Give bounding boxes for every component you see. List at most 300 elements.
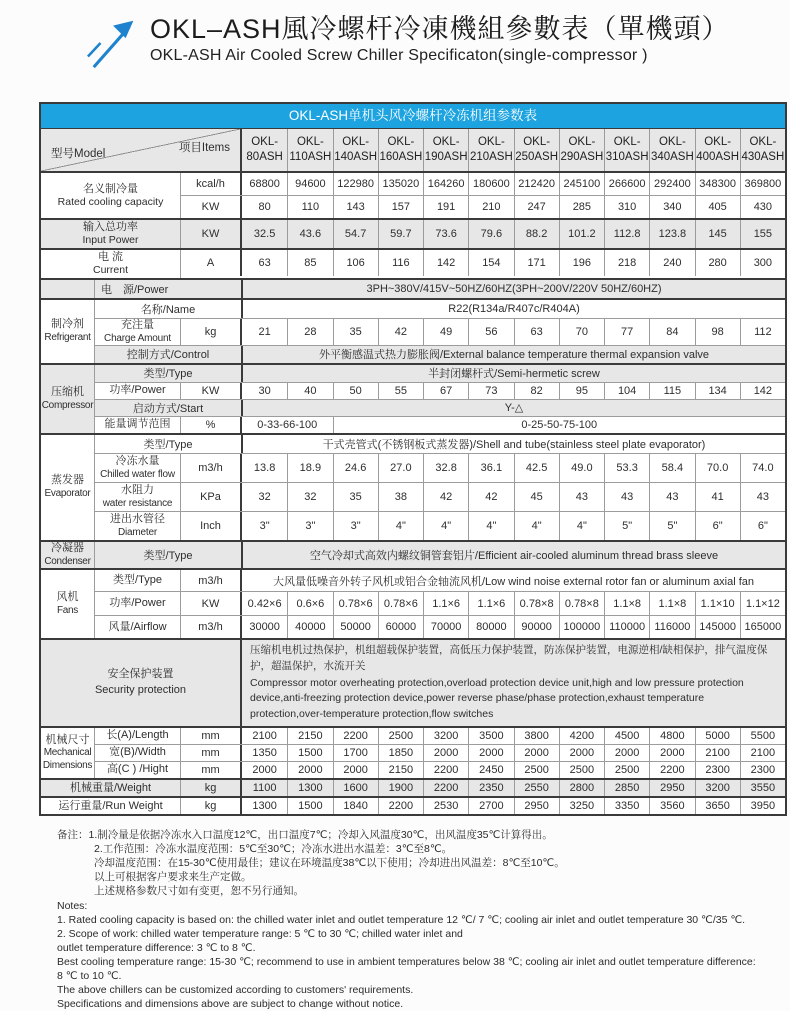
value-cell: 2150 [287, 728, 332, 744]
value-cell: 101.2 [559, 220, 604, 248]
value-cell: 1.1×6 [423, 592, 468, 615]
value-cell: 4" [514, 512, 559, 540]
note-line: The above chillers can be customized according to customers' requirements. [57, 983, 414, 996]
value-cell: 157 [378, 196, 423, 218]
value-cell: 100000 [559, 616, 604, 638]
condenser-type-label: 类型/Type [95, 542, 243, 568]
value-cell: 2300 [695, 762, 740, 778]
note-line: outlet temperature difference: 3 ℃ to 8 ℃. [57, 941, 256, 954]
value-cell: 310 [604, 196, 649, 218]
value-cell: 280 [695, 250, 740, 276]
value-cell: 171 [514, 250, 559, 276]
corner-items-label: 项目Items [178, 142, 230, 154]
fan-type-label: 类型/Type [95, 570, 181, 591]
value-cell: 292400 [649, 173, 694, 195]
value-cell: 0.78×8 [559, 592, 604, 615]
value-cell: 285 [559, 196, 604, 218]
evaporator-type-value: 干式壳管式(不锈钢板式蒸发器)/Shell and tube(stainless steel plate evaporator) [322, 438, 706, 451]
value-cell: 110000 [604, 616, 649, 638]
note-line: 冷却温度范围：在15-30℃使用最佳；建议在环境温度38℃以下使用；冷却进出风温差：8℃至10℃。 [94, 856, 565, 869]
model-header-cell: OKL- 110ASH [287, 129, 332, 171]
value-cell: 2800 [559, 780, 604, 796]
control-label: 控制方式/Control [95, 346, 243, 363]
value-cell: 85 [287, 250, 332, 276]
fan-power-label: 功率/Power [95, 592, 181, 615]
value-cell: 1840 [333, 798, 378, 814]
value-cell: 82 [514, 383, 559, 399]
security-text-en: Compressor motor overheating protection,overload protection device unit,high and low pressure protection device,anti-freezing protection device,power reverse phase/phase protection,exhaust temperature protection,over-temperature protection,flow switches [250, 676, 744, 721]
value-cell: 45 [514, 483, 559, 511]
length-label: 长(A)/Length [95, 728, 181, 744]
value-cell: 43 [649, 483, 694, 511]
model-header-cell: OKL- 430ASH [740, 129, 785, 171]
value-cell: 43 [604, 483, 649, 511]
notes-en [57, 899, 757, 1011]
value-cell: 0.78×8 [514, 592, 559, 615]
value-cell: 32.5 [253, 228, 276, 240]
unit-cell: KW [181, 220, 242, 248]
value-cell: 53.3 [604, 454, 649, 482]
page-header [0, 0, 790, 88]
unit-cell: mm [181, 762, 242, 778]
value-cell: 2000 [559, 745, 604, 761]
section-cooling-capacity [41, 171, 785, 218]
unit-cell: mm [181, 728, 242, 744]
row-refrigerant-name [95, 300, 785, 318]
value-cell: 73 [468, 383, 513, 399]
current-label: 电 流 Current [41, 250, 181, 278]
value-cell: 1.1×12 [740, 592, 785, 615]
value-cell: 0.78×6 [378, 592, 423, 615]
condenser-type-value: 空气冷却式高效内螺纹铜管套铝片/Efficient air-cooled aluminum thread brass sleeve [309, 549, 719, 562]
row-fan-type [95, 570, 785, 591]
compressor-type-label: 类型/Type [95, 365, 243, 382]
weight-label: 机械重量/Weight [41, 780, 181, 796]
start-label: 启动方式/Start [95, 400, 243, 416]
value-cell: 32 [258, 490, 271, 503]
value-cell: 80000 [468, 616, 513, 638]
value-cell: 1700 [333, 745, 378, 761]
value-cell: 154 [468, 250, 513, 276]
power-supply-label: 电 源/Power [95, 280, 243, 298]
section-run-weight [41, 796, 785, 814]
row-cooling-kcal [181, 173, 785, 195]
value-cell: 49.0 [559, 454, 604, 482]
model-header-cell: OKL- 160ASH [378, 129, 423, 171]
section-current [41, 248, 785, 278]
value-cell: 115 [649, 383, 694, 399]
value-cell: 55 [378, 383, 423, 399]
value-cell: 1.1×8 [649, 592, 694, 615]
flow-label: 冷冻水量 Chilled water flow [95, 454, 181, 482]
value-cell: 24.6 [333, 454, 378, 482]
value-cell: 104 [604, 383, 649, 399]
row-height [95, 761, 785, 778]
row-current [181, 250, 785, 276]
value-cell: 0.6×6 [287, 592, 332, 615]
row-run-weight [181, 798, 785, 814]
security-label: 安全保护装置 Security protection [41, 640, 242, 726]
value-cell: 5500 [740, 728, 785, 744]
value-cell: 4200 [559, 728, 604, 744]
value-cell: 1850 [378, 745, 423, 761]
value-cell: 6" [740, 512, 785, 540]
value-cell: 3200 [423, 728, 468, 744]
diameter-label: 进出水管径 Diameter [95, 512, 181, 540]
value-cell: 18.9 [287, 454, 332, 482]
unit-cell: % [181, 417, 242, 433]
row-width [95, 744, 785, 761]
evaporator-category: 蒸发器 Evaporator [41, 435, 95, 540]
value-cell: 2530 [423, 798, 468, 814]
value-cell: 405 [695, 196, 740, 218]
notes-zh [57, 828, 757, 898]
value-cell: 142 [740, 383, 785, 399]
value-cell: 74.0 [740, 454, 785, 482]
notes [57, 828, 757, 1011]
value-cell: 1600 [333, 780, 378, 796]
value-cell: 4" [423, 512, 468, 540]
value-cell: 2100 [695, 745, 740, 761]
model-cells [242, 129, 785, 171]
width-label: 宽(B)/Width [95, 745, 181, 761]
energy-label: 能量调节范围 [95, 417, 181, 433]
row-pipe-diameter [95, 511, 785, 540]
value-cell: 196 [559, 250, 604, 276]
value-cell: 43.6 [287, 220, 332, 248]
note-line: Specifications and dimensions above are subject to change without notice. [57, 997, 404, 1010]
value-cell: 32.8 [423, 454, 468, 482]
section-weight [41, 778, 785, 796]
value-cell: 50 [333, 383, 378, 399]
value-cell: 98 [695, 319, 740, 345]
resistance-label: 水阻力 water resistance [95, 483, 181, 511]
value-cell: 50000 [333, 616, 378, 638]
value-cell: 40 [287, 383, 332, 399]
note-line: 备注：1.制冷量是依据冷冻水入口温度12℃，出口温度7℃；冷却入风温度30℃，出风温度35℃计算得出。 [57, 828, 553, 841]
value-cell: 2000 [287, 762, 332, 778]
condenser-category: 冷凝器 Condenser [41, 542, 95, 568]
value-cell: 1500 [287, 745, 332, 761]
unit-cell: kg [181, 798, 242, 814]
unit-cell: kg [181, 319, 242, 345]
value-cell: 3" [287, 512, 332, 540]
value-cell: 2200 [423, 780, 468, 796]
value-cell: 1300 [252, 799, 277, 812]
section-compressor [41, 363, 785, 433]
page-title-zh: OKL–ASH風冷螺杆冷凍機組參數表（單機頭） [150, 14, 730, 44]
value-cell: 70.0 [695, 454, 740, 482]
run-weight-label: 运行重量/Run Weight [41, 798, 181, 814]
compressor-type-value: 半封闭螺杆式/Semi-hermetic screw [428, 368, 600, 381]
value-cell: 430 [740, 196, 785, 218]
value-cell: 245100 [559, 173, 604, 195]
note-line: 上述规格参数尺寸如有变更，恕不另行通知。 [94, 884, 304, 897]
value-cell: 2500 [604, 762, 649, 778]
value-cell: 145000 [695, 616, 740, 638]
value-cell: 35 [333, 319, 378, 345]
value-cell: 80 [258, 201, 271, 213]
charge-label: 充注量 Charge Amount [95, 319, 181, 345]
value-cell: 88.2 [514, 220, 559, 248]
energy-range-2: 0-25-50-75-100 [333, 417, 786, 433]
value-cell: 63 [258, 257, 271, 269]
value-cell: 135020 [378, 173, 423, 195]
value-cell: 43 [740, 483, 785, 511]
row-water-resistance [95, 482, 785, 511]
brand-arrow-icon [86, 12, 144, 72]
row-compressor-type [95, 365, 785, 382]
fan-type-value: 大风量低噪音外转子风机或铝合金轴流风机/Low wind noise external rotor fan or aluminum axial fan [272, 575, 755, 588]
value-cell: 13.8 [253, 461, 276, 474]
value-cell: 42 [378, 319, 423, 345]
unit-cell: KPa [181, 483, 242, 511]
security-text-zh: 压缩机电机过热保护，机组超载保护装置，高低压力保护装置，防冻保护装置，电源逆相/缺相保护，排气温度保护，超温保护，水流开关 [250, 644, 768, 672]
row-chilled-water-flow [95, 453, 785, 482]
unit-cell: KW [181, 592, 242, 615]
value-cell: 112 [740, 319, 785, 345]
value-cell: 3950 [740, 798, 785, 814]
value-cell: 1100 [252, 781, 277, 794]
value-cell: 56 [468, 319, 513, 345]
value-cell: 2150 [378, 762, 423, 778]
value-cell: 42 [468, 483, 513, 511]
value-cell: 143 [333, 196, 378, 218]
row-cooling-kw [181, 195, 785, 218]
value-cell: 58.4 [649, 454, 694, 482]
value-cell: 4500 [604, 728, 649, 744]
model-header-cell: OKL- 400ASH [695, 129, 740, 171]
value-cell: 4" [378, 512, 423, 540]
value-cell: 218 [604, 250, 649, 276]
value-cell: 63 [514, 319, 559, 345]
row-refrigerant-control [95, 345, 785, 363]
value-cell: 94600 [287, 173, 332, 195]
value-cell: 3" [259, 519, 270, 532]
cooling-label: 名义制冷量 Rated cooling capacity [41, 173, 181, 218]
value-cell: 4" [559, 512, 604, 540]
spec-table [39, 102, 787, 816]
value-cell: 28 [287, 319, 332, 345]
value-cell: 2450 [468, 762, 513, 778]
input-power-label: 输入总功率 Input Power [41, 220, 181, 248]
value-cell: 3650 [695, 798, 740, 814]
value-cell: 2100 [740, 745, 785, 761]
value-cell: 2350 [468, 780, 513, 796]
value-cell: 67 [423, 383, 468, 399]
row-evaporator-type [95, 435, 785, 453]
value-cell: 49 [423, 319, 468, 345]
value-cell: 3800 [514, 728, 559, 744]
row-fan-power [95, 591, 785, 615]
value-cell: 340 [649, 196, 694, 218]
row-compressor-energy [95, 416, 785, 433]
value-cell: 116 [378, 250, 423, 276]
value-cell: 2200 [649, 762, 694, 778]
section-evaporator [41, 433, 785, 540]
value-cell: 1500 [287, 798, 332, 814]
value-cell: 112.8 [604, 220, 649, 248]
note-line: 1. Rated cooling capacity is based on: the chilled water inlet and outlet temperature 12 ℃/ 7 ℃; cooling air inlet and outlet temperature 30 ℃/35 ℃. [57, 913, 746, 926]
value-cell: 2300 [740, 762, 785, 778]
value-cell: 142 [423, 250, 468, 276]
row-power-supply [95, 280, 785, 298]
unit-cell: m3/h [181, 454, 242, 482]
value-cell: 59.7 [378, 220, 423, 248]
section-condenser [41, 540, 785, 568]
model-header-cell: OKL- 80ASH [246, 136, 283, 163]
value-cell: 2700 [468, 798, 513, 814]
start-value: Y-△ [504, 402, 524, 415]
page-title-en: OKL-ASH Air Cooled Screw Chiller Specificaton(single-compressor ) [150, 47, 648, 65]
height-label: 高(C ) /Hight [95, 762, 181, 778]
model-header-cell: OKL- 250ASH [514, 129, 559, 171]
value-cell: 84 [649, 319, 694, 345]
value-cell: 110 [287, 196, 332, 218]
value-cell: 1900 [378, 780, 423, 796]
value-cell: 247 [514, 196, 559, 218]
value-cell: 30 [258, 384, 271, 397]
value-cell: 5" [649, 512, 694, 540]
row-length [95, 728, 785, 744]
control-value: 外平衡感温式热力膨胀阀/External balance temperature thermal expansion valve [318, 349, 710, 362]
value-cell: 165000 [740, 616, 785, 638]
refrigerant-name-label: 名称/Name [95, 300, 243, 318]
value-cell: 2000 [649, 745, 694, 761]
value-cell: 4" [468, 512, 513, 540]
value-cell: 1300 [287, 780, 332, 796]
value-cell: 2000 [423, 745, 468, 761]
unit-cell: KW [181, 383, 242, 399]
value-cell: 3350 [604, 798, 649, 814]
value-cell: 38 [378, 483, 423, 511]
model-header-cell: OKL- 290ASH [559, 129, 604, 171]
row-input-power [181, 220, 785, 248]
refrigerant-name-value: R22(R134a/R407c/R404A) [448, 302, 580, 315]
value-cell: 35 [333, 483, 378, 511]
value-cell: 180600 [468, 173, 513, 195]
note-line: 2.工作范围：冷冻水温度范围：5℃至30℃；冷冻水进出水温差：3℃至8℃。 [94, 842, 453, 855]
value-cell: 2000 [252, 763, 277, 776]
value-cell: 2950 [514, 798, 559, 814]
corner-diagonal-cell [41, 129, 242, 171]
row-compressor-power [95, 382, 785, 399]
value-cell: 210 [468, 196, 513, 218]
value-cell: 155 [740, 220, 785, 248]
power-supply-spacer [41, 280, 95, 298]
value-cell: 2200 [423, 762, 468, 778]
value-cell: 1.1×8 [604, 592, 649, 615]
evaporator-type-label: 类型/Type [95, 435, 243, 453]
value-cell: 3250 [559, 798, 604, 814]
table-banner: OKL-ASH单机头风冷螺杆冷冻机组参数表 [41, 104, 785, 129]
model-header-cell: OKL- 190ASH [423, 129, 468, 171]
value-cell: 60000 [378, 616, 423, 638]
note-line: Notes: [57, 899, 88, 912]
value-cell: 300 [740, 250, 785, 276]
value-cell: 266600 [604, 173, 649, 195]
value-cell: 79.6 [468, 220, 513, 248]
value-cell: 21 [258, 325, 271, 338]
value-cell: 3" [333, 512, 378, 540]
value-cell: 2100 [252, 729, 277, 742]
model-header-cell: OKL- 310ASH [604, 129, 649, 171]
compressor-category: 压缩机 Compressor [41, 365, 95, 433]
value-cell: 348300 [695, 173, 740, 195]
value-cell: 2000 [468, 745, 513, 761]
unit-cell: kcal/h [181, 173, 242, 195]
value-cell: 73.6 [423, 220, 468, 248]
value-cell: 77 [604, 319, 649, 345]
unit-cell: kg [181, 780, 242, 796]
value-cell: 54.7 [333, 220, 378, 248]
value-cell: 42.5 [514, 454, 559, 482]
model-header-cell: OKL- 210ASH [468, 129, 513, 171]
value-cell: 2500 [378, 728, 423, 744]
refrigerant-category: 制冷剂 Refrigerant [41, 300, 95, 363]
value-cell: 0.78×6 [333, 592, 378, 615]
value-cell: 2200 [333, 728, 378, 744]
value-cell: 42 [423, 483, 468, 511]
section-dimensions [41, 726, 785, 778]
value-cell: 3550 [740, 780, 785, 796]
compressor-power-label: 功率/Power [95, 383, 181, 399]
note-line: 2. Scope of work: chilled water temperature range: 5 ℃ to 30 ℃; chilled water inlet and [57, 927, 463, 940]
value-cell: 43 [559, 483, 604, 511]
value-cell: 212420 [514, 173, 559, 195]
value-cell: 2850 [604, 780, 649, 796]
value-cell: 145 [695, 220, 740, 248]
value-cell: 122980 [333, 173, 378, 195]
value-cell: 6" [695, 512, 740, 540]
value-cell: 106 [333, 250, 378, 276]
value-cell: 5" [604, 512, 649, 540]
value-cell: 30000 [249, 621, 280, 634]
security-text [242, 640, 785, 726]
unit-cell: m3/h [181, 616, 242, 638]
unit-cell: Inch [181, 512, 242, 540]
section-security [41, 638, 785, 726]
value-cell: 0.42×6 [247, 597, 282, 610]
value-cell: 116000 [649, 616, 694, 638]
corner-model-label: 型号Model [51, 148, 106, 160]
value-cell: 36.1 [468, 454, 513, 482]
value-cell: 164260 [423, 173, 468, 195]
value-cell: 369800 [740, 173, 785, 195]
model-header-cell: OKL- 140ASH [333, 129, 378, 171]
value-cell: 27.0 [378, 454, 423, 482]
value-cell: 2000 [514, 745, 559, 761]
value-cell: 2200 [378, 798, 423, 814]
value-cell: 70 [559, 319, 604, 345]
row-fan-airflow [95, 615, 785, 638]
section-fans [41, 568, 785, 638]
value-cell: 32 [287, 483, 332, 511]
value-cell: 4800 [649, 728, 694, 744]
model-header-cell: OKL- 340ASH [649, 129, 694, 171]
value-cell: 2550 [514, 780, 559, 796]
note-line: Best cooling temperature range: 15-30 ℃; recommend to use in ambient temperatures below 38 ℃; cooling air inlet and outlet temperature difference: 8 ℃ to 10 ℃. [57, 955, 756, 982]
unit-cell: KW [181, 196, 242, 218]
value-cell: 123.8 [649, 220, 694, 248]
value-cell: 2950 [649, 780, 694, 796]
value-cell: 40000 [287, 616, 332, 638]
value-cell: 3500 [468, 728, 513, 744]
value-cell: 3560 [649, 798, 694, 814]
airflow-label: 风量/Airflow [95, 616, 181, 638]
value-cell: 2500 [514, 762, 559, 778]
unit-cell: m3/h [181, 570, 242, 591]
